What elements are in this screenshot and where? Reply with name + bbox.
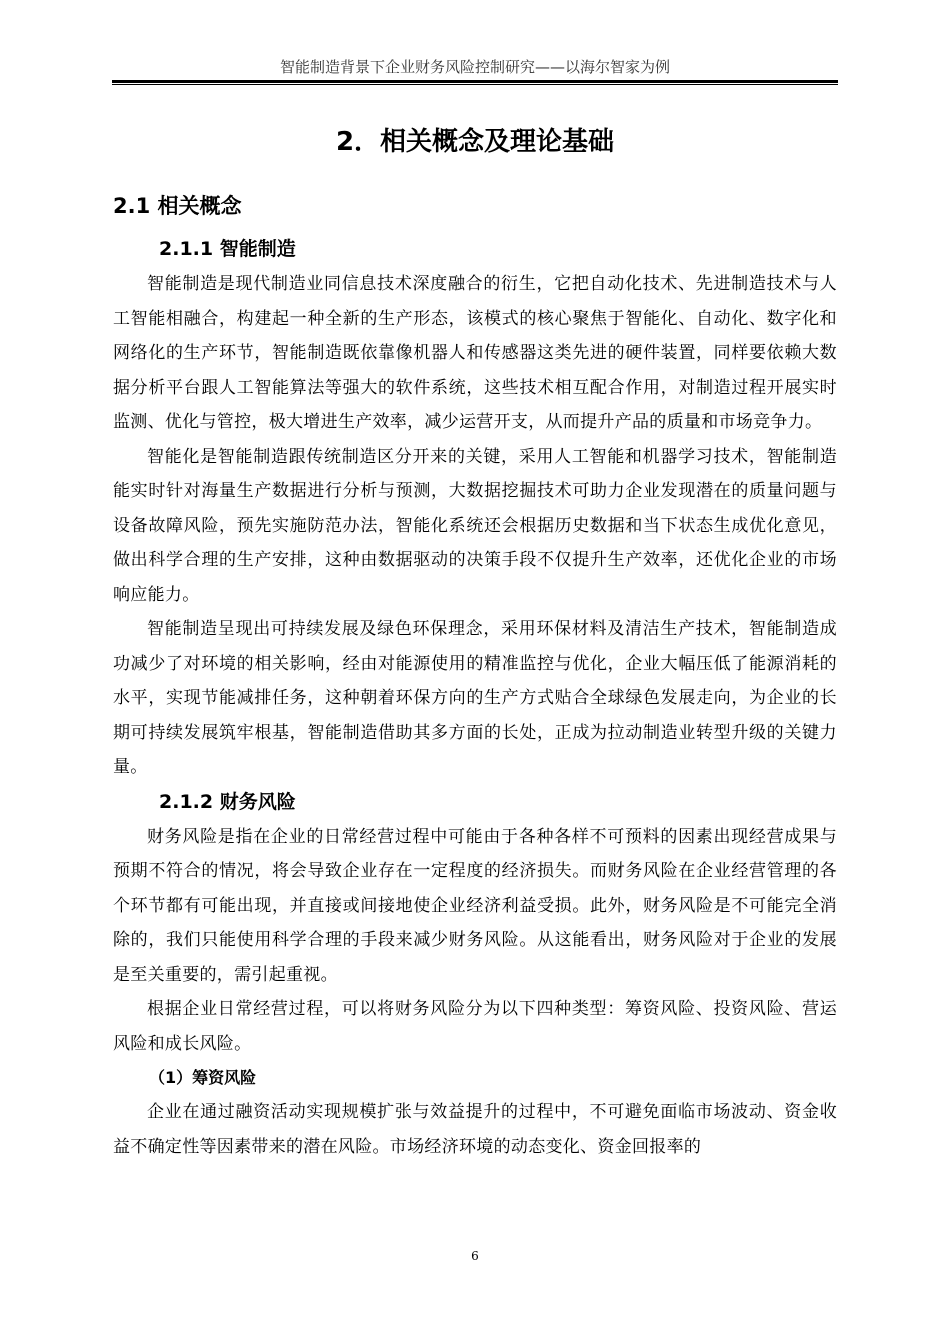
section-title-2-1-1: 2.1.1 智能制造 bbox=[159, 238, 296, 260]
section-title-2-1-2: 2.1.2 财务风险 bbox=[159, 790, 296, 813]
paragraph: 智能制造是现代制造业同信息技术深度融合的衍生，它把自动化技术、先进制造技术与人工智能相融合，构建起一种全新的生产形态，该模式的核心聚焦于智能化、自动化、数字化和网络化的生产环节，智能制造既依靠像机器人和传感器这类先进的硬件装置，同样要依赖大数据分析平台跟人工智能算法等强大的软件系统，这些技术相互配合作用，对制造过程开展实时监测、优化与管控，极大增进生产效率，减少运营开支，从而提升产品的质量和市场竞争力。 bbox=[113, 274, 837, 432]
header-rule bbox=[112, 80, 838, 85]
chapter-title: 2．相关概念及理论基础 bbox=[335, 127, 615, 157]
subsection-title-financing-risk: （1）筹资风险 bbox=[149, 1068, 257, 1087]
paragraph: 根据企业日常经营过程，可以将财务风险分为以下四种类型：筹资风险、投资风险、营运风险和成长风险。 bbox=[113, 999, 837, 1054]
running-header: 智能制造背景下企业财务风险控制研究——以海尔智家为例 bbox=[279, 58, 670, 76]
paragraph: 财务风险是指在企业的日常经营过程中可能由于各种各样不可预料的因素出现经营成果与预期不符合的情况，将会导致企业存在一定程度的经济损失。而财务风险在企业经营管理的各个环节都有可能出现，并直接或间接地使企业经济利益受损。此外，财务风险是不可能完全消除的，我们只能使用科学合理的手段来减少财务风险。从这能看出，财务风险对于企业的发展是至关重要的，需引起重视。 bbox=[113, 826, 837, 985]
paragraph: 企业在通过融资活动实现规模扩张与效益提升的过程中，不可避免面临市场波动、资金收益不确定性等因素带来的潜在风险。市场经济环境的动态变化、资金回报率的 bbox=[113, 1102, 837, 1157]
page-number: 6 bbox=[471, 1249, 479, 1263]
paragraph: 智能制造呈现出可持续发展及绿色环保理念，采用环保材料及清洁生产技术，智能制造成功减少了对环境的相关影响，经由对能源使用的精准监控与优化，企业大幅压低了能源消耗的水平，实现节能减排任务，这种朝着环保方向的生产方式贴合全球绿色发展走向，为企业的长期可持续发展筑牢根基，智能制造借助其多方面的长处，正成为拉动制造业转型升级的关键力量。 bbox=[113, 619, 837, 777]
page-content bbox=[113, 116, 837, 1164]
section-title-2-1: 2.1 相关概念 bbox=[113, 194, 242, 218]
paragraph: 智能化是智能制造跟传统制造区分开来的关键，采用人工智能和机器学习技术，智能制造能实时针对海量生产数据进行分析与预测，大数据挖掘技术可助力企业发现潜在的质量问题与设备故障风险，预先实施防范办法，智能化系统还会根据历史数据和当下状态生成优化意见，做出科学合理的生产安排，这种由数据驱动的决策手段不仅提升生产效率，还优化企业的市场响应能力。 bbox=[113, 446, 837, 605]
